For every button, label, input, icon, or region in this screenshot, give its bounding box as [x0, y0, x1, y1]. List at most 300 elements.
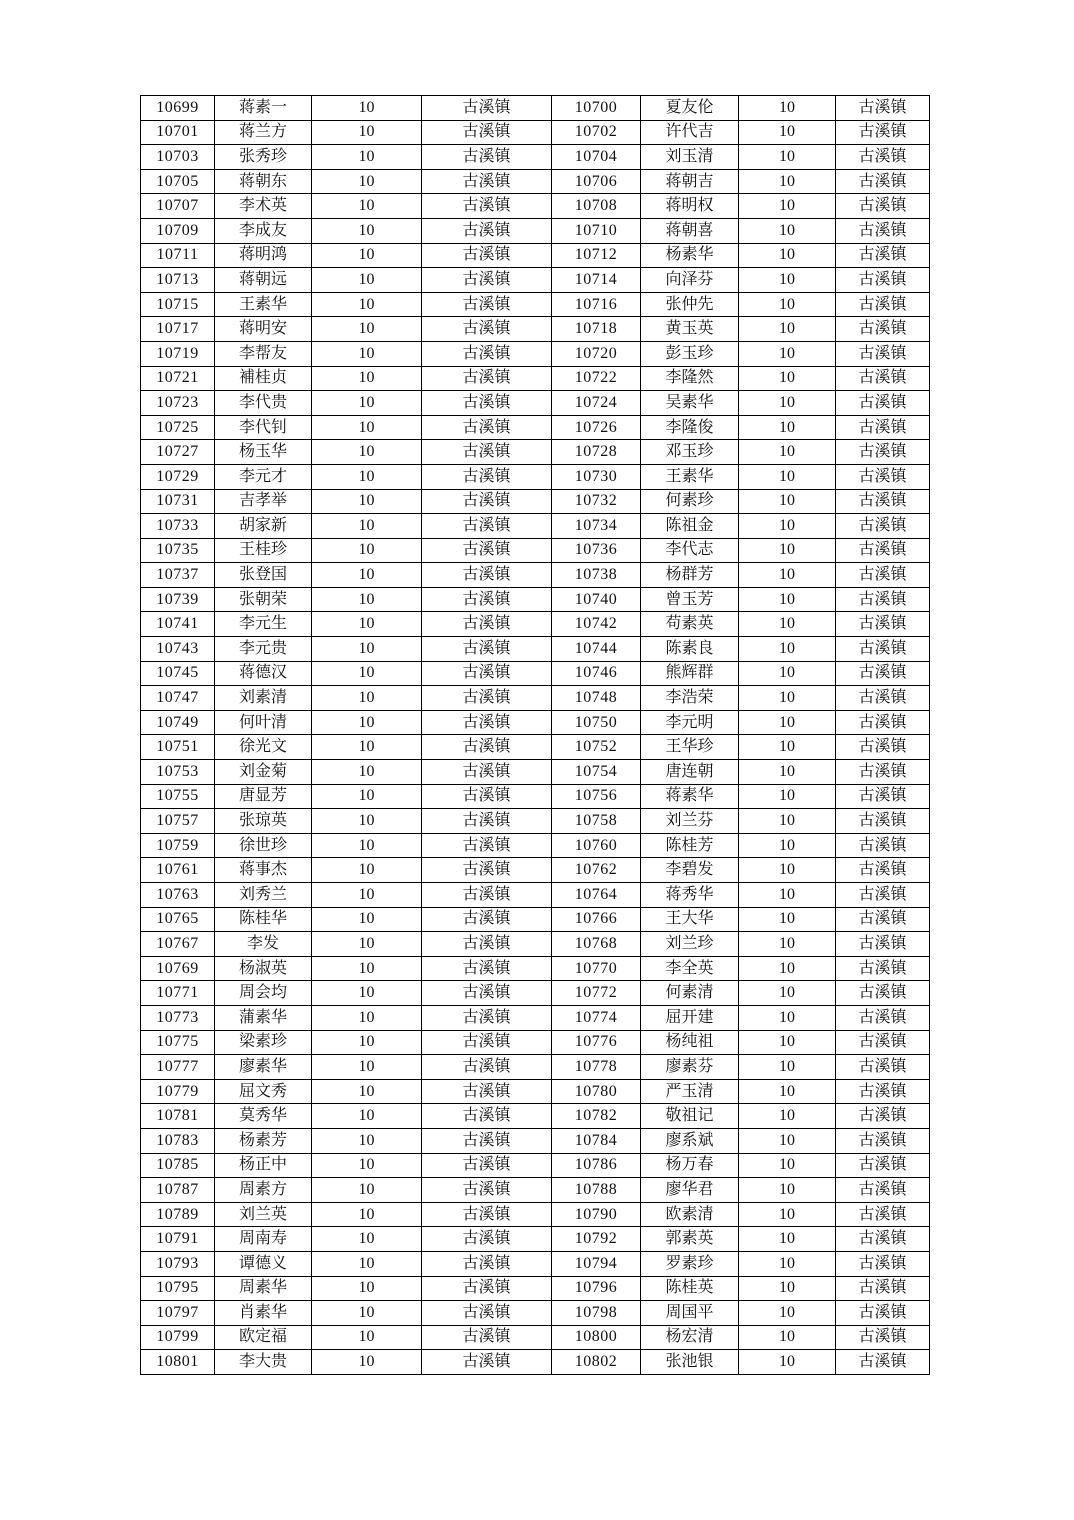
table-row — [141, 391, 930, 416]
serial-cell: 10749 — [141, 711, 215, 736]
amount-cell: 10 — [312, 121, 422, 146]
serial-cell: 10709 — [141, 219, 215, 244]
town-cell: 古溪镇 — [422, 809, 552, 834]
town-cell: 古溪镇 — [836, 563, 930, 588]
amount-cell: 10 — [739, 194, 836, 219]
serial-cell: 10725 — [141, 416, 215, 441]
town-cell: 古溪镇 — [836, 588, 930, 613]
amount-cell: 10 — [739, 834, 836, 859]
serial-cell: 10768 — [552, 932, 641, 957]
town-cell: 古溪镇 — [836, 957, 930, 982]
serial-cell: 10802 — [552, 1350, 641, 1375]
name-cell: 李成友 — [215, 219, 312, 244]
name-cell: 李发 — [215, 932, 312, 957]
amount-cell: 10 — [739, 1031, 836, 1056]
amount-cell: 10 — [739, 465, 836, 490]
town-cell: 古溪镇 — [422, 194, 552, 219]
serial-cell: 10756 — [552, 785, 641, 810]
name-cell: 李代志 — [641, 539, 739, 564]
amount-cell: 10 — [312, 662, 422, 687]
town-cell: 古溪镇 — [422, 735, 552, 760]
town-cell: 古溪镇 — [836, 465, 930, 490]
serial-cell: 10744 — [552, 637, 641, 662]
town-cell: 古溪镇 — [836, 662, 930, 687]
town-cell: 古溪镇 — [836, 96, 930, 121]
name-cell: 蒋兰方 — [215, 121, 312, 146]
serial-cell: 10750 — [552, 711, 641, 736]
table-row — [141, 760, 930, 785]
amount-cell: 10 — [312, 908, 422, 933]
amount-cell: 10 — [312, 809, 422, 834]
name-cell: 蒋明鸿 — [215, 244, 312, 269]
name-cell: 王素华 — [215, 293, 312, 318]
name-cell: 刘兰芬 — [641, 809, 739, 834]
table-row — [141, 1301, 930, 1326]
name-cell: 周国平 — [641, 1301, 739, 1326]
serial-cell: 10736 — [552, 539, 641, 564]
serial-cell: 10775 — [141, 1031, 215, 1056]
town-cell: 古溪镇 — [422, 293, 552, 318]
amount-cell: 10 — [312, 1080, 422, 1105]
name-cell: 张朝荣 — [215, 588, 312, 613]
serial-cell: 10760 — [552, 834, 641, 859]
table-row — [141, 194, 930, 219]
town-cell: 古溪镇 — [422, 908, 552, 933]
amount-cell: 10 — [739, 96, 836, 121]
amount-cell: 10 — [739, 1006, 836, 1031]
name-cell: 蒋德汉 — [215, 662, 312, 687]
town-cell: 古溪镇 — [422, 539, 552, 564]
table-row — [141, 1277, 930, 1302]
table-row — [141, 268, 930, 293]
name-cell: 刘玉清 — [641, 145, 739, 170]
serial-cell: 10751 — [141, 735, 215, 760]
amount-cell: 10 — [739, 785, 836, 810]
amount-cell: 10 — [312, 760, 422, 785]
amount-cell: 10 — [312, 465, 422, 490]
table-row — [141, 1104, 930, 1129]
amount-cell: 10 — [312, 1277, 422, 1302]
name-cell: 刘兰英 — [215, 1203, 312, 1228]
name-cell: 蒋事杰 — [215, 858, 312, 883]
amount-cell: 10 — [312, 932, 422, 957]
serial-cell: 10779 — [141, 1080, 215, 1105]
name-cell: 徐光文 — [215, 735, 312, 760]
town-cell: 古溪镇 — [422, 612, 552, 637]
town-cell: 古溪镇 — [836, 760, 930, 785]
table-row — [141, 1129, 930, 1154]
town-cell: 古溪镇 — [422, 219, 552, 244]
town-cell: 古溪镇 — [422, 1252, 552, 1277]
amount-cell: 10 — [312, 711, 422, 736]
name-cell: 杨万春 — [641, 1154, 739, 1179]
amount-cell: 10 — [312, 858, 422, 883]
serial-cell: 10776 — [552, 1031, 641, 1056]
name-cell: 张仲先 — [641, 293, 739, 318]
serial-cell: 10801 — [141, 1350, 215, 1375]
town-cell: 古溪镇 — [836, 1326, 930, 1351]
amount-cell: 10 — [312, 1252, 422, 1277]
amount-cell: 10 — [739, 1326, 836, 1351]
town-cell: 古溪镇 — [422, 686, 552, 711]
amount-cell: 10 — [739, 268, 836, 293]
serial-cell: 10797 — [141, 1301, 215, 1326]
name-cell: 黄玉英 — [641, 317, 739, 342]
name-cell: 熊辉群 — [641, 662, 739, 687]
town-cell: 古溪镇 — [422, 1104, 552, 1129]
amount-cell: 10 — [312, 268, 422, 293]
name-cell: 李帮友 — [215, 342, 312, 367]
serial-cell: 10788 — [552, 1178, 641, 1203]
table-row — [141, 834, 930, 859]
amount-cell: 10 — [739, 244, 836, 269]
town-cell: 古溪镇 — [836, 1154, 930, 1179]
serial-cell: 10790 — [552, 1203, 641, 1228]
town-cell: 古溪镇 — [422, 883, 552, 908]
name-cell: 陈桂华 — [215, 908, 312, 933]
table-row — [141, 416, 930, 441]
name-cell: 吴素华 — [641, 391, 739, 416]
amount-cell: 10 — [312, 686, 422, 711]
serial-cell: 10757 — [141, 809, 215, 834]
town-cell: 古溪镇 — [422, 760, 552, 785]
serial-cell: 10780 — [552, 1080, 641, 1105]
amount-cell: 10 — [739, 1178, 836, 1203]
town-cell: 古溪镇 — [422, 440, 552, 465]
town-cell: 古溪镇 — [422, 514, 552, 539]
amount-cell: 10 — [312, 1301, 422, 1326]
name-cell: 蒋素一 — [215, 96, 312, 121]
serial-cell: 10771 — [141, 981, 215, 1006]
serial-cell: 10723 — [141, 391, 215, 416]
table-row — [141, 342, 930, 367]
name-cell: 周素方 — [215, 1178, 312, 1203]
serial-cell: 10773 — [141, 1006, 215, 1031]
name-cell: 张秀珍 — [215, 145, 312, 170]
table-row — [141, 908, 930, 933]
serial-cell: 10704 — [552, 145, 641, 170]
amount-cell: 10 — [312, 834, 422, 859]
name-cell: 王华珍 — [641, 735, 739, 760]
amount-cell: 10 — [312, 194, 422, 219]
table-row — [141, 539, 930, 564]
table-row — [141, 735, 930, 760]
name-cell: 刘秀兰 — [215, 883, 312, 908]
town-cell: 古溪镇 — [836, 391, 930, 416]
name-cell: 张池银 — [641, 1350, 739, 1375]
amount-cell: 10 — [312, 1350, 422, 1375]
name-cell: 蒲素华 — [215, 1006, 312, 1031]
serial-cell: 10791 — [141, 1227, 215, 1252]
town-cell: 古溪镇 — [836, 1006, 930, 1031]
table-row — [141, 490, 930, 515]
table-row — [141, 219, 930, 244]
town-cell: 古溪镇 — [836, 145, 930, 170]
town-cell: 古溪镇 — [836, 367, 930, 392]
town-cell: 古溪镇 — [422, 1080, 552, 1105]
town-cell: 古溪镇 — [422, 662, 552, 687]
serial-cell: 10767 — [141, 932, 215, 957]
amount-cell: 10 — [312, 145, 422, 170]
serial-cell: 10787 — [141, 1178, 215, 1203]
town-cell: 古溪镇 — [836, 194, 930, 219]
name-cell: 廖素芬 — [641, 1055, 739, 1080]
name-cell: 王大华 — [641, 908, 739, 933]
serial-cell: 10699 — [141, 96, 215, 121]
town-cell: 古溪镇 — [836, 1104, 930, 1129]
name-cell: 郭素英 — [641, 1227, 739, 1252]
name-cell: 蒋朝远 — [215, 268, 312, 293]
amount-cell: 10 — [312, 981, 422, 1006]
town-cell: 古溪镇 — [422, 1178, 552, 1203]
town-cell: 古溪镇 — [422, 367, 552, 392]
town-cell: 古溪镇 — [836, 1277, 930, 1302]
amount-cell: 10 — [312, 1055, 422, 1080]
amount-cell: 10 — [739, 416, 836, 441]
town-cell: 古溪镇 — [836, 1203, 930, 1228]
name-cell: 李元贵 — [215, 637, 312, 662]
amount-cell: 10 — [739, 1104, 836, 1129]
amount-cell: 10 — [739, 490, 836, 515]
town-cell: 古溪镇 — [422, 1203, 552, 1228]
name-cell: 李代贵 — [215, 391, 312, 416]
town-cell: 古溪镇 — [422, 490, 552, 515]
amount-cell: 10 — [739, 809, 836, 834]
serial-cell: 10753 — [141, 760, 215, 785]
amount-cell: 10 — [739, 293, 836, 318]
serial-cell: 10714 — [552, 268, 641, 293]
town-cell: 古溪镇 — [422, 1031, 552, 1056]
table-row — [141, 96, 930, 121]
serial-cell: 10800 — [552, 1326, 641, 1351]
amount-cell: 10 — [739, 858, 836, 883]
table-row — [141, 465, 930, 490]
town-cell: 古溪镇 — [422, 785, 552, 810]
table-row — [141, 957, 930, 982]
name-cell: 蒋朝东 — [215, 170, 312, 195]
table-row — [141, 244, 930, 269]
amount-cell: 10 — [739, 391, 836, 416]
town-cell: 古溪镇 — [836, 317, 930, 342]
table-row — [141, 293, 930, 318]
name-cell: 何素清 — [641, 981, 739, 1006]
serial-cell: 10789 — [141, 1203, 215, 1228]
serial-cell: 10729 — [141, 465, 215, 490]
amount-cell: 10 — [312, 514, 422, 539]
table-row — [141, 981, 930, 1006]
name-cell: 杨宏清 — [641, 1326, 739, 1351]
table-row — [141, 637, 930, 662]
town-cell: 古溪镇 — [836, 170, 930, 195]
name-cell: 蒋朝喜 — [641, 219, 739, 244]
serial-cell: 10701 — [141, 121, 215, 146]
amount-cell: 10 — [312, 1006, 422, 1031]
amount-cell: 10 — [312, 785, 422, 810]
serial-cell: 10722 — [552, 367, 641, 392]
serial-cell: 10719 — [141, 342, 215, 367]
amount-cell: 10 — [739, 735, 836, 760]
name-cell: 廖华君 — [641, 1178, 739, 1203]
amount-cell: 10 — [739, 883, 836, 908]
serial-cell: 10735 — [141, 539, 215, 564]
name-cell: 肖素华 — [215, 1301, 312, 1326]
town-cell: 古溪镇 — [836, 416, 930, 441]
name-cell: 苟素英 — [641, 612, 739, 637]
amount-cell: 10 — [312, 1104, 422, 1129]
amount-cell: 10 — [312, 612, 422, 637]
town-cell: 古溪镇 — [422, 834, 552, 859]
town-cell: 古溪镇 — [836, 1227, 930, 1252]
town-cell: 古溪镇 — [836, 514, 930, 539]
name-cell: 杨正中 — [215, 1154, 312, 1179]
serial-cell: 10732 — [552, 490, 641, 515]
serial-cell: 10754 — [552, 760, 641, 785]
amount-cell: 10 — [312, 637, 422, 662]
serial-cell: 10792 — [552, 1227, 641, 1252]
name-cell: 李代钊 — [215, 416, 312, 441]
name-cell: 张琼英 — [215, 809, 312, 834]
name-cell: 何素珍 — [641, 490, 739, 515]
amount-cell: 10 — [739, 612, 836, 637]
town-cell: 古溪镇 — [836, 711, 930, 736]
town-cell: 古溪镇 — [836, 908, 930, 933]
amount-cell: 10 — [739, 219, 836, 244]
town-cell: 古溪镇 — [836, 637, 930, 662]
town-cell: 古溪镇 — [836, 1129, 930, 1154]
roster-table — [140, 95, 930, 1375]
serial-cell: 10799 — [141, 1326, 215, 1351]
serial-cell: 10738 — [552, 563, 641, 588]
name-cell: 刘素清 — [215, 686, 312, 711]
amount-cell: 10 — [739, 932, 836, 957]
name-cell: 陈桂英 — [641, 1277, 739, 1302]
name-cell: 邓玉珍 — [641, 440, 739, 465]
name-cell: 彭玉珍 — [641, 342, 739, 367]
serial-cell: 10763 — [141, 883, 215, 908]
serial-cell: 10783 — [141, 1129, 215, 1154]
name-cell: 王桂珍 — [215, 539, 312, 564]
name-cell: 蒋明权 — [641, 194, 739, 219]
serial-cell: 10794 — [552, 1252, 641, 1277]
amount-cell: 10 — [312, 293, 422, 318]
town-cell: 古溪镇 — [422, 1350, 552, 1375]
table-row — [141, 1326, 930, 1351]
serial-cell: 10707 — [141, 194, 215, 219]
amount-cell: 10 — [312, 735, 422, 760]
town-cell: 古溪镇 — [422, 1301, 552, 1326]
amount-cell: 10 — [739, 170, 836, 195]
amount-cell: 10 — [739, 342, 836, 367]
amount-cell: 10 — [312, 957, 422, 982]
name-cell: 张登国 — [215, 563, 312, 588]
table-row — [141, 317, 930, 342]
amount-cell: 10 — [739, 145, 836, 170]
serial-cell: 10742 — [552, 612, 641, 637]
amount-cell: 10 — [312, 490, 422, 515]
name-cell: 補桂贞 — [215, 367, 312, 392]
serial-cell: 10737 — [141, 563, 215, 588]
name-cell: 向泽芬 — [641, 268, 739, 293]
amount-cell: 10 — [312, 170, 422, 195]
serial-cell: 10785 — [141, 1154, 215, 1179]
amount-cell: 10 — [312, 1178, 422, 1203]
town-cell: 古溪镇 — [836, 785, 930, 810]
name-cell: 刘兰珍 — [641, 932, 739, 957]
town-cell: 古溪镇 — [836, 268, 930, 293]
town-cell: 古溪镇 — [836, 858, 930, 883]
serial-cell: 10764 — [552, 883, 641, 908]
serial-cell: 10793 — [141, 1252, 215, 1277]
name-cell: 徐世珍 — [215, 834, 312, 859]
town-cell: 古溪镇 — [422, 391, 552, 416]
serial-cell: 10734 — [552, 514, 641, 539]
amount-cell: 10 — [312, 440, 422, 465]
serial-cell: 10798 — [552, 1301, 641, 1326]
serial-cell: 10755 — [141, 785, 215, 810]
amount-cell: 10 — [312, 1326, 422, 1351]
serial-cell: 10713 — [141, 268, 215, 293]
town-cell: 古溪镇 — [422, 858, 552, 883]
amount-cell: 10 — [739, 317, 836, 342]
table-row — [141, 367, 930, 392]
serial-cell: 10718 — [552, 317, 641, 342]
name-cell: 欧定福 — [215, 1326, 312, 1351]
name-cell: 欧素清 — [641, 1203, 739, 1228]
name-cell: 陈素良 — [641, 637, 739, 662]
name-cell: 蒋秀华 — [641, 883, 739, 908]
name-cell: 胡家新 — [215, 514, 312, 539]
serial-cell: 10772 — [552, 981, 641, 1006]
town-cell: 古溪镇 — [422, 244, 552, 269]
serial-cell: 10720 — [552, 342, 641, 367]
amount-cell: 10 — [739, 1301, 836, 1326]
serial-cell: 10761 — [141, 858, 215, 883]
name-cell: 王素华 — [641, 465, 739, 490]
town-cell: 古溪镇 — [422, 637, 552, 662]
town-cell: 古溪镇 — [836, 219, 930, 244]
name-cell: 李浩荣 — [641, 686, 739, 711]
table-row — [141, 170, 930, 195]
table-row — [141, 1227, 930, 1252]
table-row — [141, 1080, 930, 1105]
amount-cell: 10 — [312, 244, 422, 269]
name-cell: 李大贵 — [215, 1350, 312, 1375]
name-cell: 唐显芳 — [215, 785, 312, 810]
amount-cell: 10 — [739, 1277, 836, 1302]
town-cell: 古溪镇 — [422, 1277, 552, 1302]
name-cell: 杨群芳 — [641, 563, 739, 588]
table-row — [141, 145, 930, 170]
amount-cell: 10 — [739, 1080, 836, 1105]
serial-cell: 10752 — [552, 735, 641, 760]
serial-cell: 10741 — [141, 612, 215, 637]
town-cell: 古溪镇 — [836, 342, 930, 367]
name-cell: 罗素珍 — [641, 1252, 739, 1277]
table-row — [141, 612, 930, 637]
town-cell: 古溪镇 — [422, 170, 552, 195]
town-cell: 古溪镇 — [836, 1252, 930, 1277]
town-cell: 古溪镇 — [836, 539, 930, 564]
town-cell: 古溪镇 — [422, 981, 552, 1006]
serial-cell: 10727 — [141, 440, 215, 465]
town-cell: 古溪镇 — [422, 588, 552, 613]
name-cell: 唐连朝 — [641, 760, 739, 785]
name-cell: 谭德义 — [215, 1252, 312, 1277]
town-cell: 古溪镇 — [836, 686, 930, 711]
serial-cell: 10762 — [552, 858, 641, 883]
table-row — [141, 440, 930, 465]
name-cell: 李术英 — [215, 194, 312, 219]
